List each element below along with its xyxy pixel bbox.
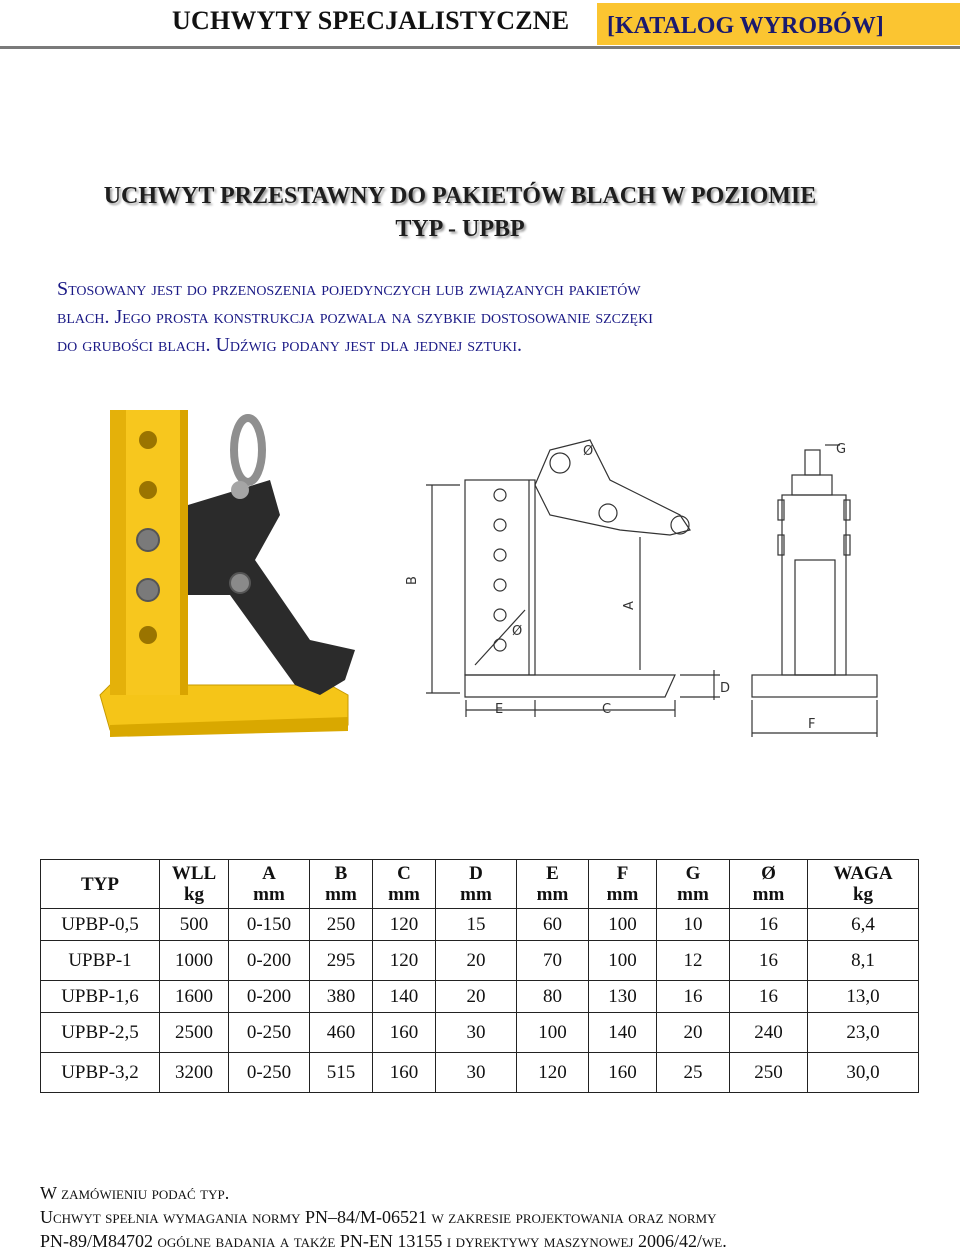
dim-label-a: A bbox=[622, 601, 637, 610]
cell-typ: UPBP-2,5 bbox=[41, 1013, 160, 1053]
table-row bbox=[41, 909, 919, 941]
cell-e: 80 bbox=[517, 981, 589, 1013]
cell-a: 0-250 bbox=[229, 1013, 310, 1053]
side-view-drawing bbox=[426, 440, 720, 717]
col-header-diameter: Ø mm bbox=[730, 860, 808, 909]
cell-d: 30 bbox=[436, 1053, 517, 1093]
col-header-e: E mm bbox=[517, 860, 589, 909]
catalog-badge-label: [KATALOG WYROBÓW] bbox=[607, 13, 884, 39]
cell-b: 460 bbox=[310, 1013, 373, 1053]
cell-e: 100 bbox=[517, 1013, 589, 1053]
cell-e: 70 bbox=[517, 941, 589, 981]
cell-b: 515 bbox=[310, 1053, 373, 1093]
catalog-section-title: UCHWYTY SPECJALISTYCZNE bbox=[172, 6, 570, 35]
description-line-2: blach. Jego prosta konstrukcja pozwala na szybkie dostosowanie szczęki bbox=[57, 306, 653, 328]
product-illustration bbox=[80, 395, 960, 755]
product-title: UCHWYT PRZESTAWNY DO PAKIETÓW BLACH W POZIOMIE bbox=[103, 183, 817, 209]
col-header-a: A mm bbox=[229, 860, 310, 909]
front-view-drawing bbox=[752, 445, 877, 737]
cell-wll: 1600 bbox=[160, 981, 229, 1013]
cell-g: 12 bbox=[657, 941, 730, 981]
col-header-wll: WLL kg bbox=[160, 860, 229, 909]
cell-b: 380 bbox=[310, 981, 373, 1013]
description-line-1: Stosowany jest do przenoszenia pojedynczych lub związanych pakietów bbox=[57, 278, 641, 300]
cell-typ: UPBP-3,2 bbox=[41, 1053, 160, 1093]
dim-label-diameter-hole: Ø bbox=[512, 624, 523, 639]
catalog-badge bbox=[597, 3, 960, 45]
cell-d: 15 bbox=[436, 909, 517, 941]
cell-waga: 30,0 bbox=[808, 1053, 919, 1093]
col-header-typ: TYP bbox=[41, 860, 160, 909]
col-header-f: F mm bbox=[589, 860, 657, 909]
cell-waga: 8,1 bbox=[808, 941, 919, 981]
dim-label-d: D bbox=[720, 681, 731, 696]
cell-e: 60 bbox=[517, 909, 589, 941]
cell-f: 160 bbox=[589, 1053, 657, 1093]
cell-typ: UPBP-1,6 bbox=[41, 981, 160, 1013]
cell-diameter: 16 bbox=[730, 909, 808, 941]
cell-b: 250 bbox=[310, 909, 373, 941]
cell-d: 20 bbox=[436, 941, 517, 981]
order-note: W zamówieniu podać typ. bbox=[40, 1183, 230, 1203]
table-row bbox=[41, 1013, 919, 1053]
description-line-3: do grubości blach. Udźwig podany jest dla jednej sztuki. bbox=[57, 334, 522, 356]
specification-table bbox=[40, 859, 919, 1093]
col-header-d: D mm bbox=[436, 860, 517, 909]
dim-label-g: G bbox=[836, 442, 847, 457]
standards-note-line-1: Uchwyt spełnia wymagania normy PN–84/M-06521 w zakresie projektowania oraz normy bbox=[40, 1207, 717, 1227]
col-header-c: C mm bbox=[373, 860, 436, 909]
cell-waga: 6,4 bbox=[808, 909, 919, 941]
cell-diameter: 16 bbox=[730, 981, 808, 1013]
cell-f: 140 bbox=[589, 1013, 657, 1053]
cell-b: 295 bbox=[310, 941, 373, 981]
col-header-b: B mm bbox=[310, 860, 373, 909]
cell-a: 0-250 bbox=[229, 1053, 310, 1093]
cell-f: 130 bbox=[589, 981, 657, 1013]
header-divider bbox=[0, 46, 960, 49]
cell-a: 0-200 bbox=[229, 981, 310, 1013]
cell-g: 16 bbox=[657, 981, 730, 1013]
cell-diameter: 240 bbox=[730, 1013, 808, 1053]
cell-e: 120 bbox=[517, 1053, 589, 1093]
product-type-title: TYP - UPBP bbox=[395, 216, 525, 242]
cell-c: 140 bbox=[373, 981, 436, 1013]
cell-c: 160 bbox=[373, 1013, 436, 1053]
dim-label-b: B bbox=[405, 576, 420, 585]
cell-wll: 2500 bbox=[160, 1013, 229, 1053]
dim-label-c: C bbox=[602, 702, 612, 717]
cell-wll: 500 bbox=[160, 909, 229, 941]
cell-waga: 23,0 bbox=[808, 1013, 919, 1053]
cell-a: 0-200 bbox=[229, 941, 310, 981]
table-header-row bbox=[41, 860, 919, 909]
table-row bbox=[41, 981, 919, 1013]
cell-c: 120 bbox=[373, 941, 436, 981]
cell-g: 20 bbox=[657, 1013, 730, 1053]
cell-d: 30 bbox=[436, 1013, 517, 1053]
cell-wll: 3200 bbox=[160, 1053, 229, 1093]
dim-label-diameter-top: Ø bbox=[583, 444, 594, 459]
clamp-photo bbox=[100, 410, 355, 737]
table-row bbox=[41, 1053, 919, 1093]
cell-d: 20 bbox=[436, 981, 517, 1013]
cell-typ: UPBP-1 bbox=[41, 941, 160, 981]
cell-waga: 13,0 bbox=[808, 981, 919, 1013]
cell-f: 100 bbox=[589, 941, 657, 981]
cell-a: 0-150 bbox=[229, 909, 310, 941]
cell-diameter: 250 bbox=[730, 1053, 808, 1093]
cell-f: 100 bbox=[589, 909, 657, 941]
cell-typ: UPBP-0,5 bbox=[41, 909, 160, 941]
cell-diameter: 16 bbox=[730, 941, 808, 981]
dim-label-e: E bbox=[495, 702, 504, 717]
cell-g: 10 bbox=[657, 909, 730, 941]
cell-c: 120 bbox=[373, 909, 436, 941]
table-row bbox=[41, 941, 919, 981]
col-header-g: G mm bbox=[657, 860, 730, 909]
standards-note-line-2: PN-89/M84702 ogólne badania a także PN-EN 13155 i dyrektywy maszynowej 2006/42/we. bbox=[40, 1231, 727, 1251]
cell-wll: 1000 bbox=[160, 941, 229, 981]
cell-c: 160 bbox=[373, 1053, 436, 1093]
dim-label-f: F bbox=[808, 717, 816, 732]
col-header-waga: WAGA kg bbox=[808, 860, 919, 909]
cell-g: 25 bbox=[657, 1053, 730, 1093]
